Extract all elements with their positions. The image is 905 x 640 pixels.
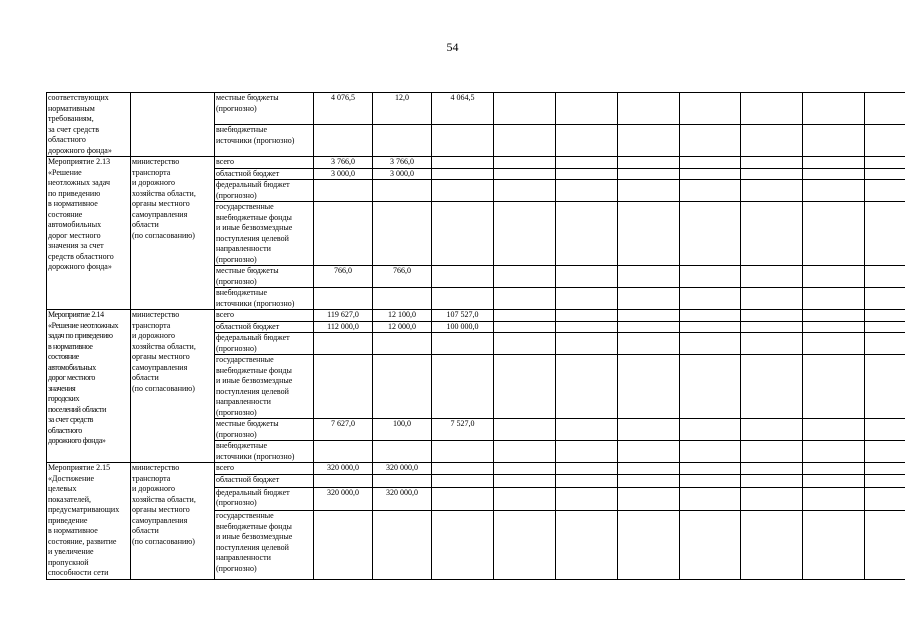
empty-year-cell [556,419,618,441]
empty-year-cell [803,333,865,355]
empty-year-cell [741,355,803,419]
table-row [47,463,905,475]
empty-year-cell [865,463,905,475]
empty-year-cell [618,511,680,579]
empty-year-cell [618,180,680,202]
table-row [47,157,905,169]
amount-year1-cell: 12 000,0 [373,321,432,333]
amount-total-cell: 320 000,0 [314,463,373,475]
empty-year-cell [680,157,741,169]
amount-year2-cell [432,511,494,579]
empty-year-cell [494,157,556,169]
amount-total-cell [314,202,373,266]
funding-source-cell: местные бюджеты (прогнозно) [215,419,314,441]
empty-year-cell [741,419,803,441]
table-row [47,93,905,125]
empty-year-cell [680,333,741,355]
amount-year1-cell: 12 100,0 [373,310,432,322]
empty-year-cell [494,487,556,511]
empty-year-cell [865,355,905,419]
amount-year2-cell [432,463,494,475]
empty-year-cell [494,93,556,125]
empty-year-cell [803,355,865,419]
empty-year-cell [618,125,680,157]
amount-total-cell: 766,0 [314,266,373,288]
empty-year-cell [556,157,618,169]
empty-year-cell [680,475,741,487]
empty-year-cell [556,511,618,579]
empty-year-cell [680,321,741,333]
event-name-cell: Мероприятие 2.15 «Достижение целевых показателей, предусматривающих приведение в нормативное состояние, развитие и увеличение пропускной способности сети [47,463,131,580]
budget-table [46,92,905,580]
empty-year-cell [803,487,865,511]
amount-total-cell: 3 000,0 [314,168,373,180]
amount-total-cell: 112 000,0 [314,321,373,333]
funding-source-cell: внебюджетные источники (прогнозно) [215,441,314,463]
empty-year-cell [865,419,905,441]
empty-year-cell [680,93,741,125]
budget-table-body [47,93,905,580]
empty-year-cell [494,288,556,310]
empty-year-cell [556,355,618,419]
empty-year-cell [865,475,905,487]
empty-year-cell [865,157,905,169]
empty-year-cell [556,93,618,125]
funding-source-cell: федеральный бюджет (прогнозно) [215,487,314,511]
empty-year-cell [680,180,741,202]
empty-year-cell [865,266,905,288]
empty-year-cell [618,463,680,475]
empty-year-cell [680,419,741,441]
event-name-cell: Мероприятие 2.13 «Решение неотложных задач по приведению в нормативное состояние автомобильных дорог местного значения за счет средств областного дорожного фонда» [47,157,131,310]
empty-year-cell [741,441,803,463]
amount-year2-cell: 7 527,0 [432,419,494,441]
empty-year-cell [494,333,556,355]
empty-year-cell [494,266,556,288]
empty-year-cell [680,202,741,266]
empty-year-cell [803,157,865,169]
empty-year-cell [618,157,680,169]
empty-year-cell [741,463,803,475]
amount-year1-cell: 12,0 [373,93,432,125]
amount-year1-cell [373,125,432,157]
empty-year-cell [556,321,618,333]
amount-total-cell: 4 076,5 [314,93,373,125]
empty-year-cell [618,475,680,487]
empty-year-cell [494,321,556,333]
empty-year-cell [618,266,680,288]
empty-year-cell [556,463,618,475]
empty-year-cell [680,487,741,511]
empty-year-cell [803,475,865,487]
empty-year-cell [803,511,865,579]
funding-source-cell: всего [215,463,314,475]
executor-cell: министерство транспорта и дорожного хозяйства области, органы местного самоуправления области (по согласованию) [131,463,215,580]
amount-year1-cell: 3 766,0 [373,157,432,169]
empty-year-cell [741,321,803,333]
empty-year-cell [803,321,865,333]
empty-year-cell [680,441,741,463]
executor-cell: министерство транспорта и дорожного хозяйства области, органы местного самоуправления области (по согласованию) [131,310,215,463]
empty-year-cell [865,310,905,322]
empty-year-cell [803,419,865,441]
funding-source-cell: всего [215,310,314,322]
funding-source-cell: государственные внебюджетные фонды и иные безвозмездные поступления целевой направленности (прогнозно) [215,355,314,419]
amount-total-cell [314,475,373,487]
empty-year-cell [865,288,905,310]
empty-year-cell [494,202,556,266]
funding-source-cell: государственные внебюджетные фонды и иные безвозмездные поступления целевой направленности (прогнозно) [215,511,314,579]
empty-year-cell [494,168,556,180]
empty-year-cell [618,202,680,266]
amount-year1-cell: 100,0 [373,419,432,441]
empty-year-cell [865,487,905,511]
amount-year1-cell [373,180,432,202]
funding-source-cell: местные бюджеты (прогнозно) [215,93,314,125]
funding-source-cell: областной бюджет [215,168,314,180]
empty-year-cell [494,511,556,579]
empty-year-cell [680,355,741,419]
amount-year2-cell [432,288,494,310]
empty-year-cell [494,419,556,441]
empty-year-cell [741,475,803,487]
empty-year-cell [741,487,803,511]
amount-year1-cell: 766,0 [373,266,432,288]
empty-year-cell [680,168,741,180]
amount-year1-cell: 3 000,0 [373,168,432,180]
empty-year-cell [865,125,905,157]
empty-year-cell [494,310,556,322]
amount-year1-cell [373,441,432,463]
empty-year-cell [803,463,865,475]
funding-source-cell: государственные внебюджетные фонды и иные безвозмездные поступления целевой направленности (прогнозно) [215,202,314,266]
empty-year-cell [741,266,803,288]
empty-year-cell [741,202,803,266]
empty-year-cell [741,310,803,322]
amount-year1-cell [373,202,432,266]
amount-year1-cell [373,475,432,487]
empty-year-cell [865,168,905,180]
amount-year2-cell: 100 000,0 [432,321,494,333]
empty-year-cell [556,288,618,310]
empty-year-cell [618,288,680,310]
empty-year-cell [556,475,618,487]
empty-year-cell [865,321,905,333]
amount-total-cell: 3 766,0 [314,157,373,169]
empty-year-cell [618,355,680,419]
amount-year2-cell [432,441,494,463]
empty-year-cell [741,333,803,355]
empty-year-cell [494,180,556,202]
empty-year-cell [680,463,741,475]
empty-year-cell [741,125,803,157]
empty-year-cell [556,180,618,202]
funding-source-cell: внебюджетные источники (прогнозно) [215,288,314,310]
empty-year-cell [865,202,905,266]
empty-year-cell [618,441,680,463]
empty-year-cell [741,157,803,169]
empty-year-cell [556,168,618,180]
empty-year-cell [556,266,618,288]
amount-year2-cell: 4 064,5 [432,93,494,125]
amount-year1-cell: 320 000,0 [373,463,432,475]
empty-year-cell [803,266,865,288]
empty-year-cell [494,463,556,475]
funding-source-cell: областной бюджет [215,321,314,333]
empty-year-cell [803,168,865,180]
empty-year-cell [556,441,618,463]
amount-year2-cell [432,180,494,202]
empty-year-cell [865,511,905,579]
amount-total-cell [314,333,373,355]
amount-total-cell [314,355,373,419]
amount-year2-cell [432,487,494,511]
amount-total-cell [314,125,373,157]
empty-year-cell [865,333,905,355]
executor-cell [131,93,215,157]
amount-year1-cell: 320 000,0 [373,487,432,511]
funding-source-cell: местные бюджеты (прогнозно) [215,266,314,288]
amount-year2-cell [432,157,494,169]
empty-year-cell [741,93,803,125]
empty-year-cell [803,310,865,322]
page-number: 54 [446,40,459,54]
empty-year-cell [741,168,803,180]
empty-year-cell [618,310,680,322]
empty-year-cell [556,125,618,157]
amount-total-cell [314,180,373,202]
funding-source-cell: всего [215,157,314,169]
amount-total-cell [314,441,373,463]
amount-year1-cell [373,333,432,355]
amount-total-cell: 320 000,0 [314,487,373,511]
amount-year2-cell [432,266,494,288]
empty-year-cell [556,202,618,266]
empty-year-cell [741,180,803,202]
funding-source-cell: областной бюджет [215,475,314,487]
amount-year2-cell [432,125,494,157]
amount-year2-cell [432,475,494,487]
empty-year-cell [865,180,905,202]
empty-year-cell [680,511,741,579]
empty-year-cell [741,288,803,310]
amount-year1-cell [373,288,432,310]
funding-source-cell: федеральный бюджет (прогнозно) [215,333,314,355]
empty-year-cell [680,125,741,157]
amount-year1-cell [373,355,432,419]
empty-year-cell [618,93,680,125]
empty-year-cell [803,180,865,202]
amount-year2-cell [432,355,494,419]
empty-year-cell [803,288,865,310]
amount-total-cell: 119 627,0 [314,310,373,322]
amount-total-cell [314,511,373,579]
amount-year2-cell: 107 527,0 [432,310,494,322]
empty-year-cell [618,321,680,333]
executor-cell: министерство транспорта и дорожного хозяйства области, органы местного самоуправления области (по согласованию) [131,157,215,310]
empty-year-cell [556,333,618,355]
amount-year2-cell [432,202,494,266]
amount-year1-cell [373,511,432,579]
table-row [47,310,905,322]
empty-year-cell [803,93,865,125]
amount-total-cell [314,288,373,310]
empty-year-cell [556,310,618,322]
amount-year2-cell [432,333,494,355]
empty-year-cell [680,310,741,322]
empty-year-cell [556,487,618,511]
funding-source-cell: внебюджетные источники (прогнозно) [215,125,314,157]
empty-year-cell [680,266,741,288]
event-name-cell: соответствующих нормативным требованиям, за счет средств областного дорожного фонда» [47,93,131,157]
empty-year-cell [741,511,803,579]
amount-year2-cell [432,168,494,180]
amount-total-cell: 7 627,0 [314,419,373,441]
empty-year-cell [865,441,905,463]
empty-year-cell [494,475,556,487]
empty-year-cell [618,419,680,441]
empty-year-cell [865,93,905,125]
empty-year-cell [618,487,680,511]
funding-source-cell: федеральный бюджет (прогнозно) [215,180,314,202]
empty-year-cell [680,288,741,310]
empty-year-cell [494,441,556,463]
empty-year-cell [618,168,680,180]
empty-year-cell [494,355,556,419]
event-name-cell: Мероприятие 2.14 «Решение неотложных задач по приведению в нормативное состояние автомобильных дорог местного значения городских поселений области за счет средств областного дорожного фонда» [47,310,131,463]
empty-year-cell [803,125,865,157]
empty-year-cell [494,125,556,157]
empty-year-cell [803,202,865,266]
empty-year-cell [803,441,865,463]
empty-year-cell [618,333,680,355]
